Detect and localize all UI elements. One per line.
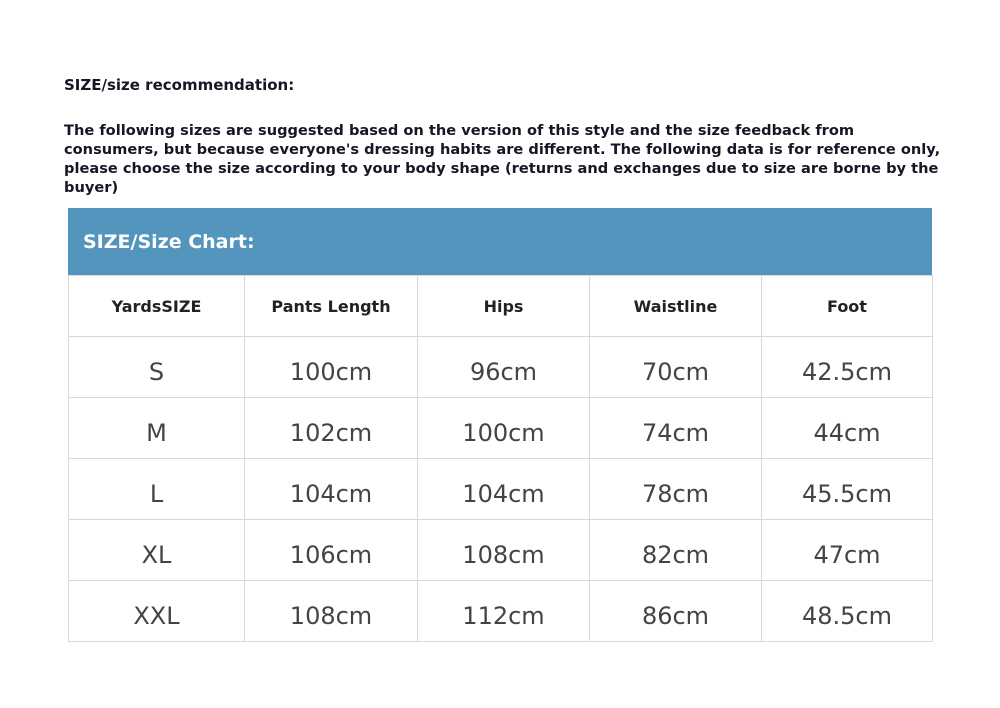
size-label-cell: M bbox=[69, 398, 245, 459]
measurement-cell: 48.5cm bbox=[762, 581, 933, 642]
measurement-cell: 100cm bbox=[245, 337, 418, 398]
size-chart bbox=[68, 208, 932, 642]
column-header: YardsSIZE bbox=[69, 276, 245, 337]
page-title: SIZE/size recommendation: bbox=[64, 76, 295, 94]
measurement-cell: 78cm bbox=[590, 459, 762, 520]
measurement-cell: 86cm bbox=[590, 581, 762, 642]
measurement-cell: 108cm bbox=[245, 581, 418, 642]
measurement-cell: 104cm bbox=[418, 459, 590, 520]
table-row bbox=[69, 520, 933, 581]
size-description: The following sizes are suggested based on the version of this style and the size feedback from consumers, but because everyone's dressing habits are different. The following data is for reference only, please choose the size according to your body shape (returns and exchanges due to size are borne by the buyer) bbox=[64, 122, 941, 196]
column-header: Waistline bbox=[590, 276, 762, 337]
table-row bbox=[69, 581, 933, 642]
measurement-cell: 112cm bbox=[418, 581, 590, 642]
size-label-cell: S bbox=[69, 337, 245, 398]
measurement-cell: 96cm bbox=[418, 337, 590, 398]
table-row bbox=[69, 398, 933, 459]
measurement-cell: 70cm bbox=[590, 337, 762, 398]
measurement-cell: 106cm bbox=[245, 520, 418, 581]
column-header: Hips bbox=[418, 276, 590, 337]
measurement-cell: 100cm bbox=[418, 398, 590, 459]
measurement-cell: 74cm bbox=[590, 398, 762, 459]
column-header: Foot bbox=[762, 276, 933, 337]
size-label-cell: L bbox=[69, 459, 245, 520]
measurement-cell: 47cm bbox=[762, 520, 933, 581]
measurement-cell: 102cm bbox=[245, 398, 418, 459]
measurement-cell: 104cm bbox=[245, 459, 418, 520]
measurement-cell: 108cm bbox=[418, 520, 590, 581]
measurement-cell: 44cm bbox=[762, 398, 933, 459]
table-row bbox=[69, 459, 933, 520]
size-table bbox=[68, 275, 933, 642]
table-row bbox=[69, 337, 933, 398]
size-chart-header: SIZE/Size Chart: bbox=[68, 208, 932, 275]
size-label-cell: XL bbox=[69, 520, 245, 581]
column-header-row bbox=[69, 276, 933, 337]
measurement-cell: 42.5cm bbox=[762, 337, 933, 398]
size-label-cell: XXL bbox=[69, 581, 245, 642]
measurement-cell: 45.5cm bbox=[762, 459, 933, 520]
column-header: Pants Length bbox=[245, 276, 418, 337]
measurement-cell: 82cm bbox=[590, 520, 762, 581]
